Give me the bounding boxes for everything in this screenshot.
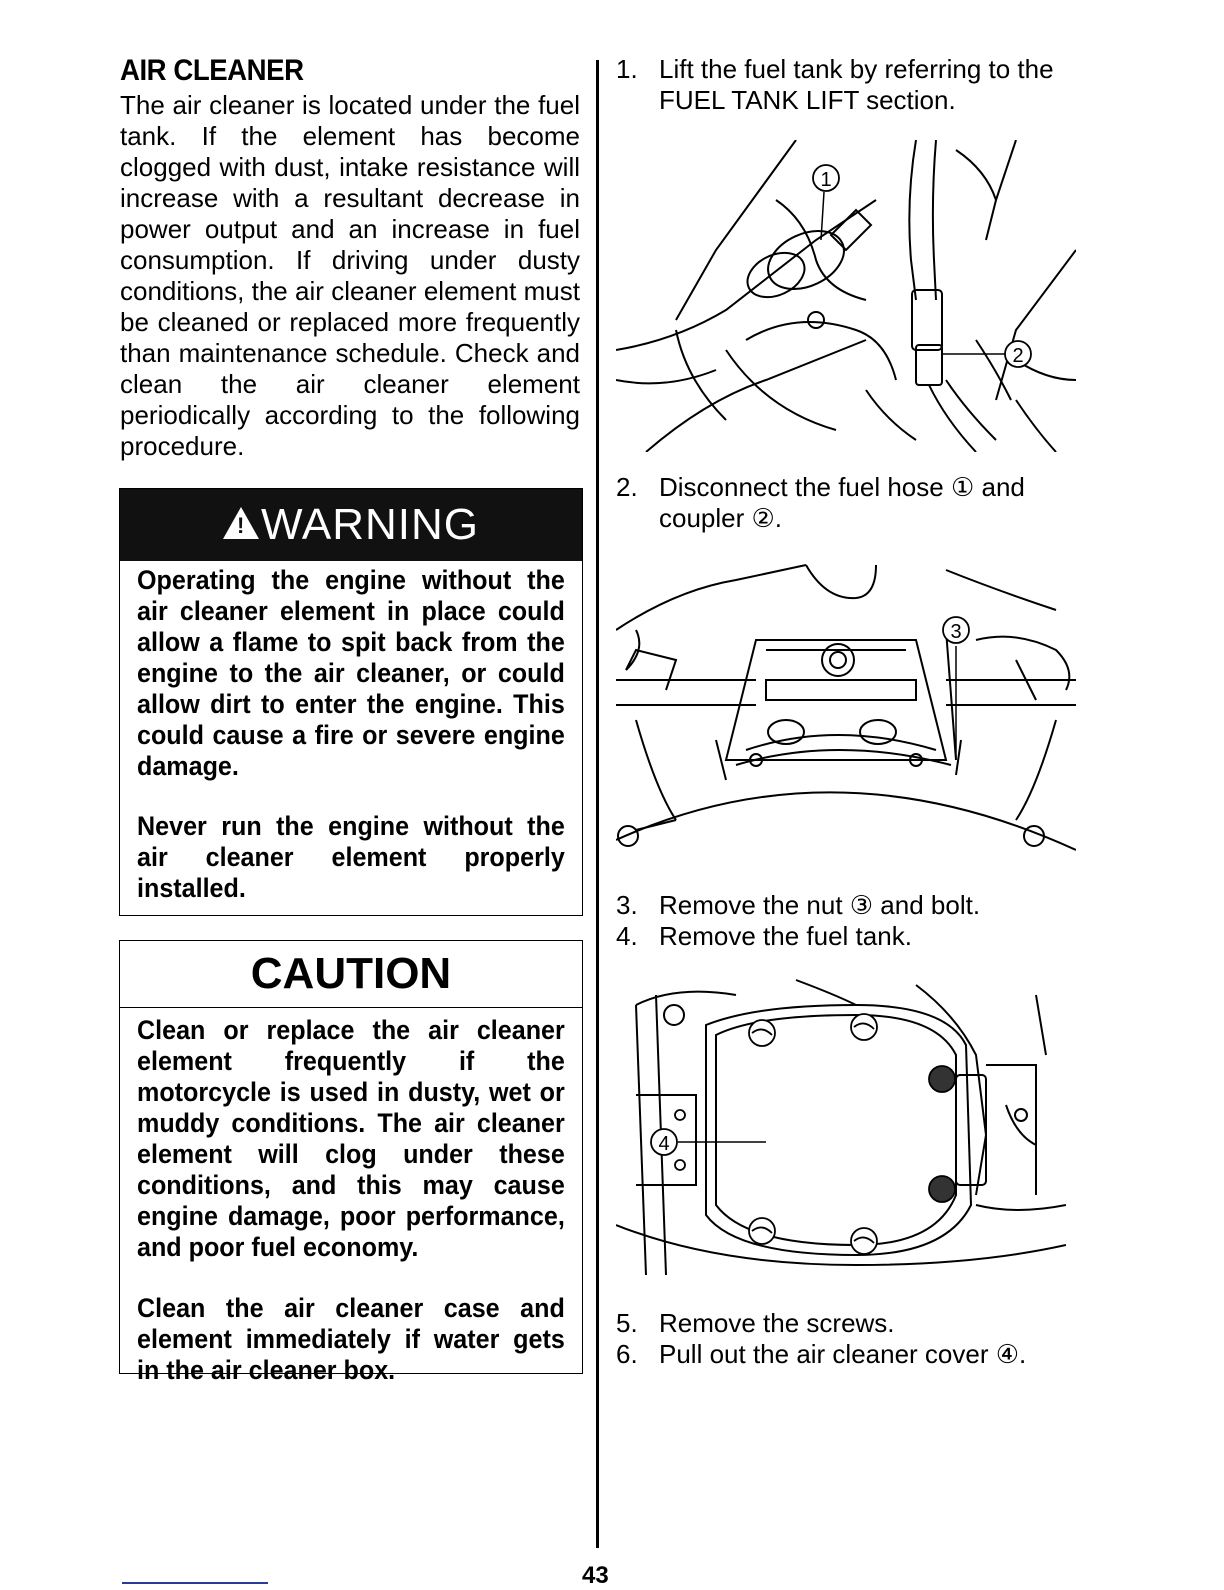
figure-air-cleaner-cover <box>616 975 1066 1275</box>
caution-box <box>119 940 583 1385</box>
step-text: Disconnect the fuel hose ① and coupler ②. <box>659 472 1025 533</box>
warning-header <box>120 489 582 561</box>
step-text: Lift the fuel tank by referring to the FUEL TANK LIFT section. <box>659 54 1054 115</box>
step-number: 3. <box>616 890 638 920</box>
step-number: 4. <box>616 921 638 951</box>
caution-title: CAUTION <box>250 949 452 998</box>
warning-triangle-icon <box>223 507 259 539</box>
step-text: Pull out the air cleaner cover ④. <box>659 1339 1027 1369</box>
figure-fuel-tank-nut <box>616 560 1076 880</box>
step-number: 1. <box>616 54 638 84</box>
warning-paragraph-1: Operating the engine without the air cleaner element in place could allow a flame to spit back from the engine to the air cleaner, or could allow dirt to enter the engine. This could cause a fire or severe engine damage. <box>137 565 565 781</box>
step-number: 5. <box>616 1308 638 1338</box>
figure-fuel-hose-coupler <box>616 140 1076 452</box>
warning-paragraph-2: Never run the engine without the air cleaner element properly installed. <box>137 811 565 903</box>
step-text: Remove the screws. <box>659 1308 895 1338</box>
callout-3: 3 <box>950 621 962 643</box>
warning-box <box>119 488 583 916</box>
callout-2: 2 <box>1012 345 1024 367</box>
caution-paragraph-2: Clean the air cleaner case and element immediately if water gets in the air cleaner box. <box>137 1293 565 1385</box>
caution-header <box>120 941 582 1008</box>
step-text: Remove the fuel tank. <box>659 921 912 951</box>
step-text: Remove the nut ③ and bolt. <box>659 890 981 920</box>
footer-rule <box>122 1582 268 1584</box>
column-divider <box>596 60 599 1548</box>
warning-title: WARNING <box>260 500 480 549</box>
callout-4: 4 <box>658 1133 670 1155</box>
page-number: 43 <box>582 1562 609 1589</box>
section-heading: AIR CLEANER <box>120 54 304 87</box>
caution-paragraph-1: Clean or replace the air cleaner element frequently if the motorcycle is used in dusty, wet or muddy conditions. The air cleaner element will clog under these conditions, and this may cause engine damage, poor performance, and poor fuel economy. <box>137 1015 565 1262</box>
intro-paragraph: The air cleaner is located under the fuel tank. If the element has become clogged with dust, intake resistance will increase with a resultant decrease in power output and an increase in fuel consumption. If driving under dusty conditions, the air cleaner element must be cleaned or replaced more frequently than maintenance schedule. Check and clean the air cleaner element periodically according to the following procedure. <box>120 90 580 461</box>
step-number: 6. <box>616 1339 638 1369</box>
callout-1: 1 <box>820 169 832 191</box>
step-number: 2. <box>616 472 638 502</box>
